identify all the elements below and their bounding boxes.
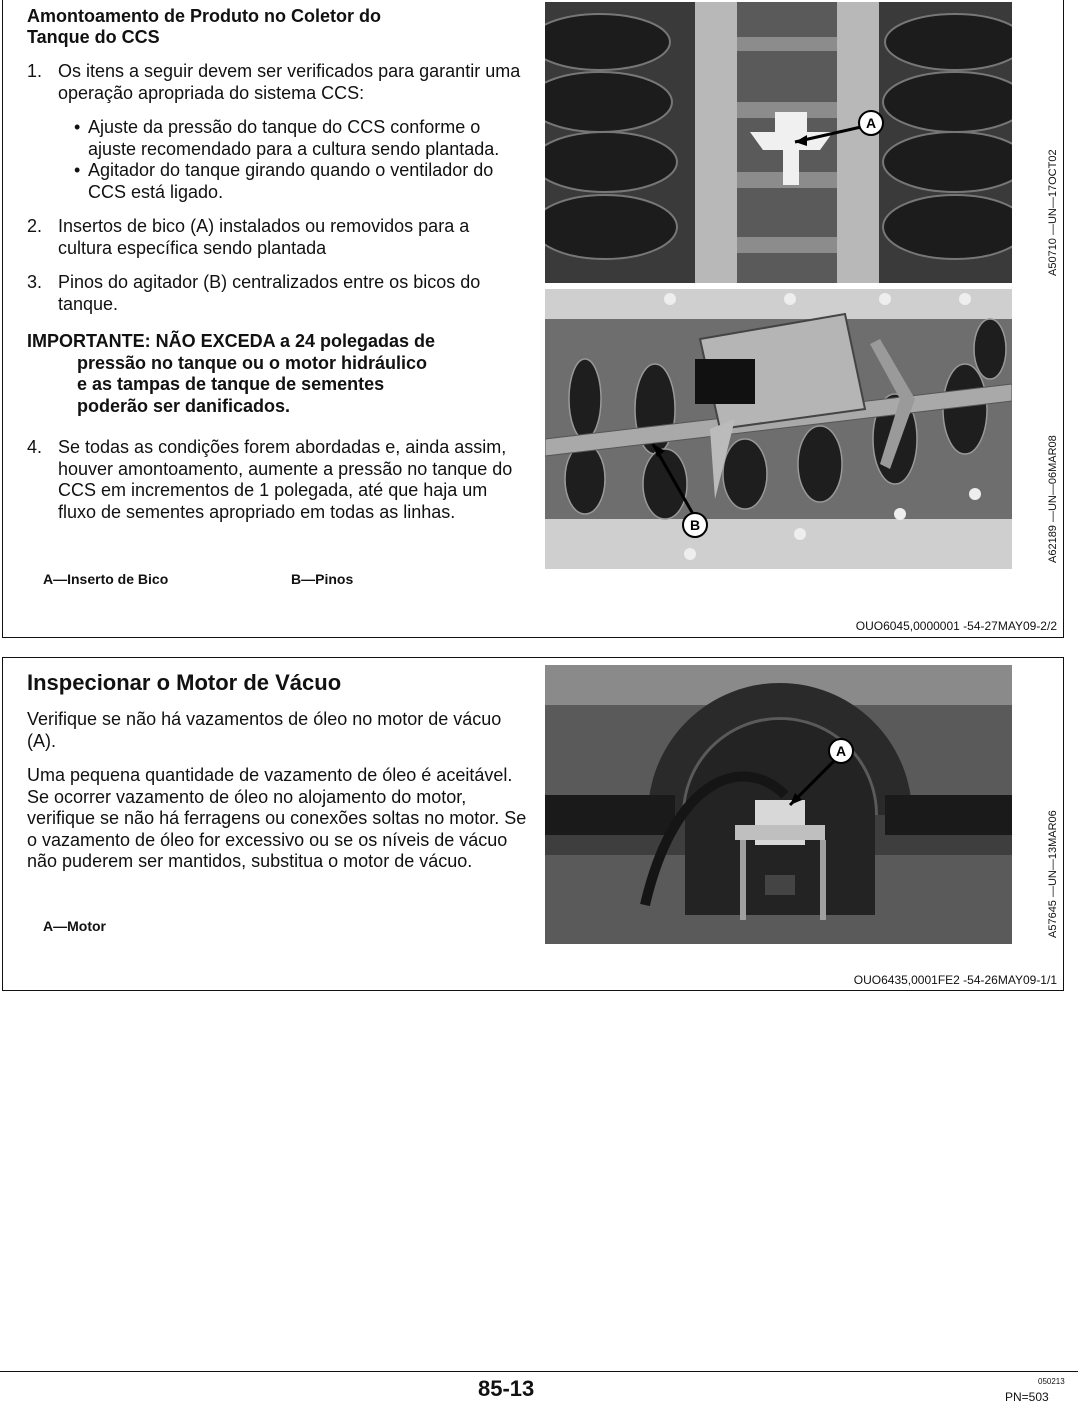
list-item: 2. Insertos de bico (A) instalados ou removidos para a cultura específica sendo plantada xyxy=(27,216,470,258)
footer-code: 050213 xyxy=(1038,1377,1065,1386)
pn-code: PN=503 xyxy=(1005,1390,1049,1404)
list-item: 1. Os itens a seguir devem ser verificados para garantir uma operação apropriada do sistema CCS: • Ajuste da pressão do tanque do CCS conforme o ajuste recomendado para a cultura sendo plantada. • Agitador do tanque girando quando o ventilador do CCS está ligado. xyxy=(27,61,527,203)
callout-a-photo1: A xyxy=(865,115,877,131)
bullet-item: • Agitador do tanque girando quando o ventilador do CCS está ligado. xyxy=(74,160,527,203)
section2-paragraph-1: Verifique se não há vazamentos de óleo no motor de vácuo (A). xyxy=(27,709,502,751)
section-vacuum-motor xyxy=(2,657,1064,991)
legend-a: A—Inserto de Bico xyxy=(43,571,169,587)
section2-paragraph-2: Uma pequena quantidade de vazamento de óleo é aceitável. Se ocorrer vazamento de óleo no alojamento do motor, verifique se não há ferragens ou conexões soltas no motor. Se o vazamento de óleo for excessivo ou se os níveis de vácuo não puderem ser mantidos, substitua o motor de vácuo. xyxy=(27,765,527,871)
photo-agitator-pins xyxy=(545,289,1012,569)
checklist xyxy=(27,61,527,315)
photo-nozzle-inserts xyxy=(545,2,1012,283)
legend-b: B—Pinos xyxy=(291,571,354,587)
legend-motor: A—Motor xyxy=(43,918,106,934)
section1-ref-code: OUO6045,0000001 -54-27MAY09-2/2 xyxy=(855,619,1057,633)
important-note: IMPORTANTE: NÃO EXCEDA a 24 polegadas de pressão no tanque ou o motor hidráulico e as tampas de tanque de sementes poderão ser danificados. xyxy=(27,331,436,416)
list-item: 3. Pinos do agitador (B) centralizados entre os bicos do tanque. xyxy=(27,272,481,314)
section1-text xyxy=(27,6,527,523)
section-product-bridging xyxy=(2,0,1064,638)
bullet-item: • Ajuste da pressão do tanque do CCS conforme o ajuste recomendado para a cultura sendo plantada. xyxy=(74,117,527,160)
photo1-label: A50710 —UN—17OCT02 xyxy=(1047,149,1059,276)
footer-divider xyxy=(0,1371,1078,1372)
photo2-label: A62189 —UN—06MAR08 xyxy=(1047,435,1059,563)
bullet-list xyxy=(58,117,527,203)
callout-a-photo3: A xyxy=(835,743,847,759)
page-number: 85-13 xyxy=(478,1376,535,1401)
callout-b-photo2: B xyxy=(689,517,701,533)
list-item: 4. Se todas as condições forem abordadas e, ainda assim, houver amontoamento, aumente a pressão no tanque do CCS em incrementos de 1 polegada, até que haja um fluxo de sementes apropriado em todas as linhas. xyxy=(27,437,513,522)
section1-title: Amontoamento de Produto no Coletor do Tanque do CCS xyxy=(27,6,381,47)
section2-text xyxy=(27,670,527,873)
photo3-label: A57645 —UN—13MAR06 xyxy=(1047,810,1059,938)
section2-title: Inspecionar o Motor de Vácuo xyxy=(27,670,342,695)
section2-ref-code: OUO6435,0001FE2 -54-26MAY09-1/1 xyxy=(853,973,1057,987)
photo-vacuum-motor xyxy=(545,665,1012,944)
